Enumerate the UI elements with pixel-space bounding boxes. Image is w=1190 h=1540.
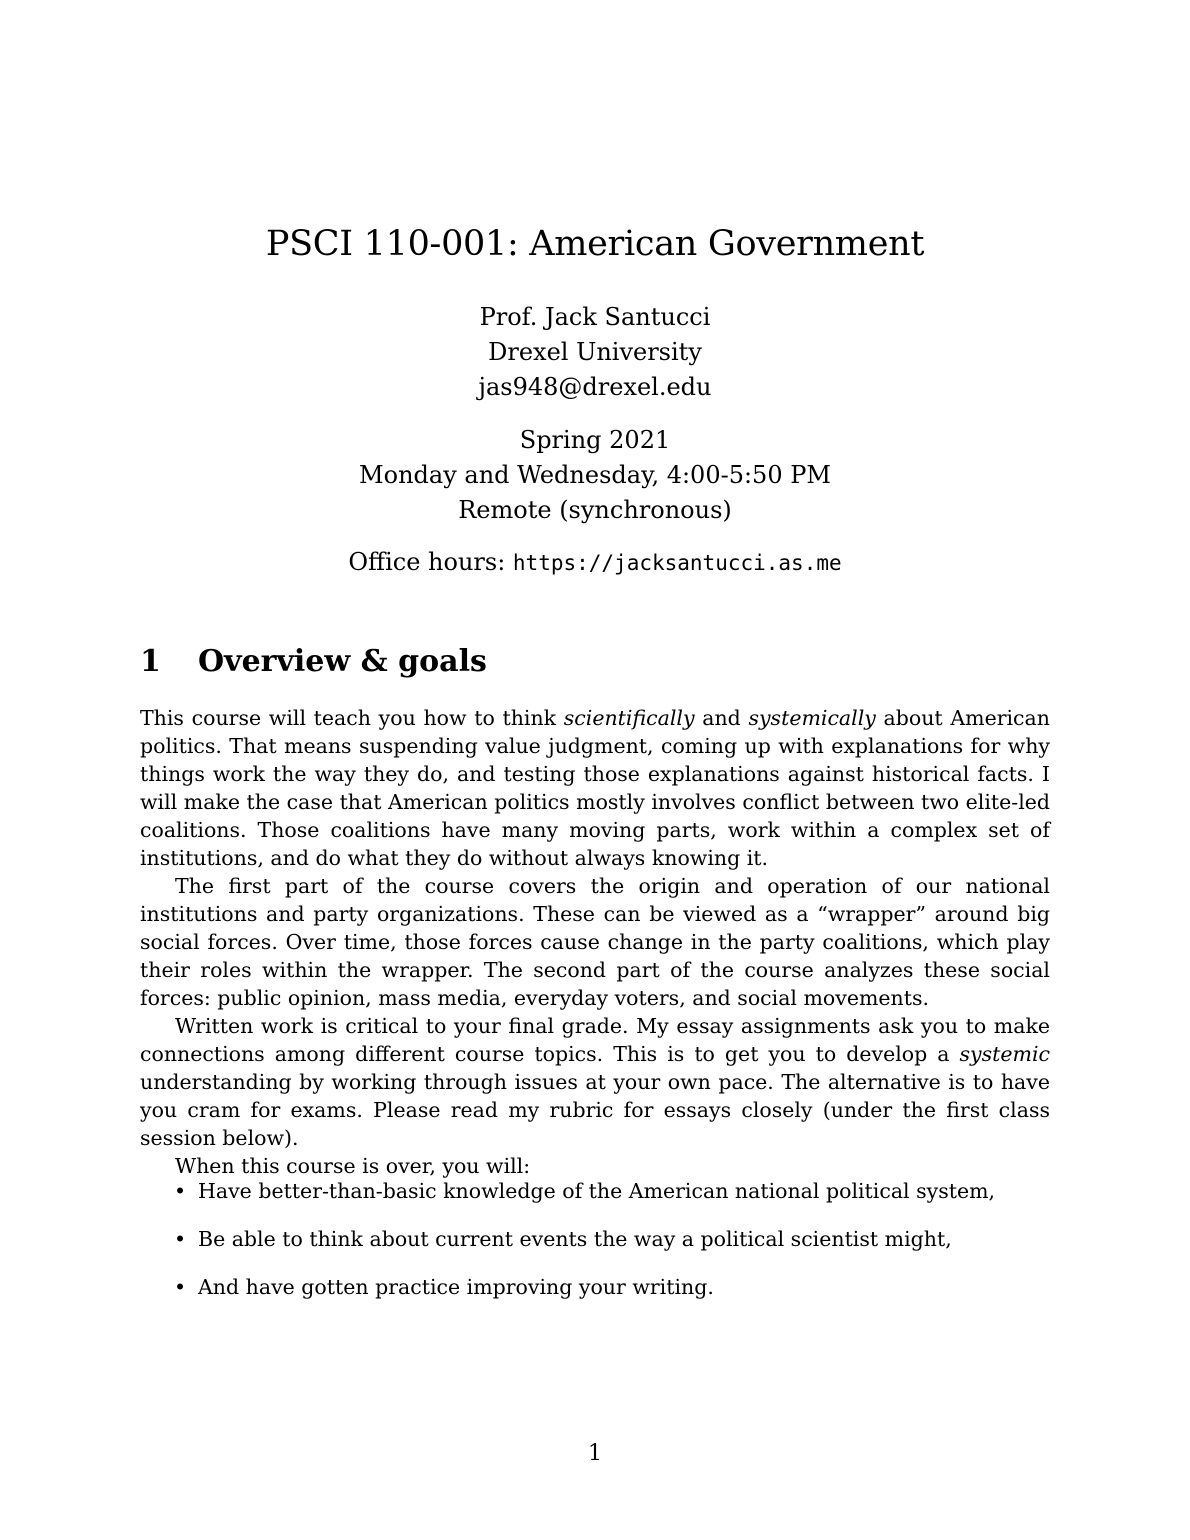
author-block [0, 300, 1190, 405]
paragraph-text: understanding by working through issues at your own pace. The alternative is to have you cram for exams. Please read my rubric for essays closely (under the first class session below). [140, 1070, 1050, 1150]
list-item-text: Have better-than-basic knowledge of the American national political system, [198, 1179, 996, 1203]
emphasis-text: systemic [959, 1042, 1050, 1066]
paragraph-text: about American politics. That means suspending value judgment, coming up with explanations for why things work the way they do, and testing those explanations against historical facts. I will make the case that American politics mostly involves conflict between two elite-led coalitions. Those coalitions have many moving parts, work within a complex set of institutions, and do what they do without always knowing it. [140, 706, 1050, 870]
paragraph-text: This course will teach you how to think [140, 706, 564, 730]
paragraph-written-work [140, 1012, 1050, 1152]
emphasis-text: systemically [748, 706, 876, 730]
paragraph-text: and [694, 706, 749, 730]
page-number: 1 [588, 1441, 602, 1466]
section-title: Overview & goals [198, 644, 487, 679]
term-format: Remote (synchronous) [458, 496, 732, 524]
section-heading [140, 642, 487, 682]
bullet-icon: • [174, 1179, 187, 1203]
term-block [0, 423, 1190, 528]
paragraph-outcomes-intro: When this course is over, you will: [175, 1154, 531, 1178]
document-title: PSCI 110-001: American Government [265, 224, 925, 264]
bullet-icon: • [174, 1275, 187, 1299]
author-name: Prof. Jack Santucci [479, 303, 711, 331]
author-email: jas948@drexel.edu [478, 373, 712, 401]
section-number: 1 [140, 644, 161, 679]
list-item [170, 1273, 1050, 1301]
list-item-text: Be able to think about current events the way a political scientist might, [198, 1227, 952, 1251]
office-hours-label: Office hours: [348, 548, 513, 576]
office-hours-line [0, 545, 1190, 581]
office-hours-link[interactable]: https://jacksantucci.as.me [512, 551, 842, 575]
goals-list [170, 1177, 1050, 1321]
term-schedule: Monday and Wednesday, 4:00-5:50 PM [359, 461, 831, 489]
paragraph-intro [140, 704, 1050, 872]
list-item [170, 1177, 1050, 1205]
paragraph-course-structure: The first part of the course covers the origin and operation of our national institutions and party organizations. These can be viewed as a “wrapper” around big social forces. Over time, those forces cause change in the party coalitions, which play their roles within the wrapper. The second part of the course analyzes these social forces: public opinion, mass media, everyday voters, and social movements. [140, 874, 1050, 1010]
author-institution: Drexel University [488, 338, 702, 366]
list-item-text: And have gotten practice improving your writing. [198, 1275, 714, 1299]
emphasis-text: scientifically [563, 706, 695, 730]
section-body [140, 704, 1050, 1180]
bullet-icon: • [174, 1227, 187, 1251]
paragraph-text: Written work is critical to your final grade. My essay assignments ask you to make connections among different course topics. This is to get you to develop a [140, 1014, 1050, 1066]
term-semester: Spring 2021 [519, 426, 671, 454]
list-item [170, 1225, 1050, 1253]
